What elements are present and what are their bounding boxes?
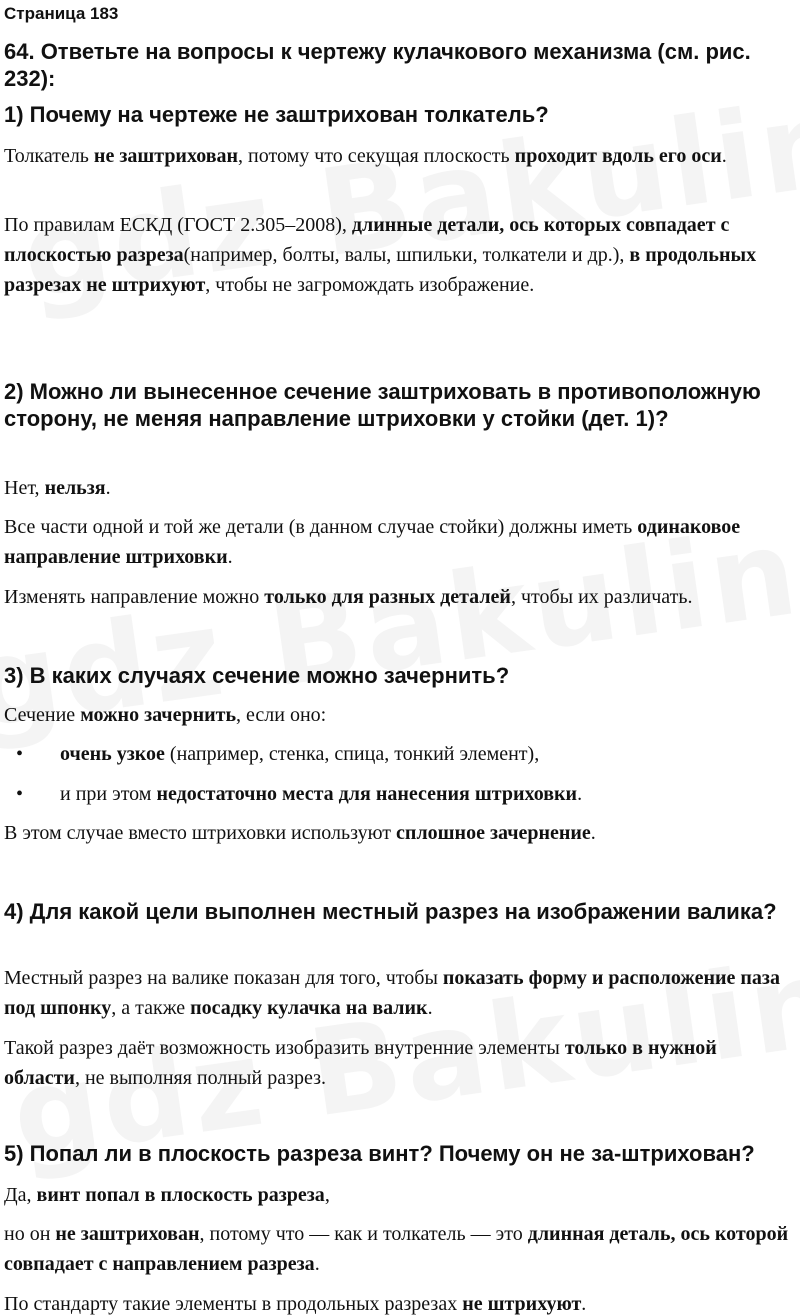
question-2: 2) Можно ли вынесенное сечение заштриховать в противоположную сторону, не меняя направление штриховки у стойки (дет. 1)?: [4, 379, 761, 431]
bullet-icon: •: [16, 783, 24, 805]
question-3: 3) В каких случаях сечение можно зачернить?: [4, 663, 510, 688]
answer-paragraph: В этом случае вместо штриховки используют сплошное зачернение.: [4, 822, 596, 844]
question-5: 5) Попал ли в плоскость разреза винт? Почему он не за-штрихован?: [4, 1141, 755, 1166]
answer-paragraph: По правилам ЕСКД (ГОСТ 2.305–2008), длинные детали, ось которых совпадает с плоскостью разреза(например, болты, валы, шпильки, толкатели и др.), в продольных разрезах не штрихуют, чтобы не загромождать изображение.: [4, 214, 757, 296]
question-4: 4) Для какой цели выполнен местный разрез на изображении валика?: [4, 899, 777, 924]
answer-paragraph: Изменять направление можно только для разных деталей, чтобы их различать.: [4, 586, 693, 608]
answer-paragraph: Все части одной и той же детали (в данном случае стойки) должны иметь одинаковое направление штриховки.: [4, 516, 741, 568]
answer-paragraph: но он не заштрихован, потому что — как и толкатель — это длинная деталь, ось которой совпадает с направлением разреза.: [4, 1223, 789, 1275]
answer-paragraph: Местный разрез на валике показан для того, чтобы показать форму и расположение паза под шпонку, а также посадку кулачка на валик.: [4, 967, 780, 1019]
bullet-icon: •: [16, 743, 24, 765]
answer-paragraph: Нет, нельзя.: [4, 477, 111, 499]
page: Страница 183 64. Ответьте на вопросы к чертежу кулачкового механизма (см. рис. 232): 1) Почему на чертеже не заштрихован толкатель? Толкатель не заштрихован, потому что секущая плоскость проходит вдоль его оси. По правилам ЕСКД (ГОСТ 2.305–2008), длинные детали, ось которых совпадает с плоскостью разреза(например, болты, валы, шпильки, толкатели и др.), в продольных разрезах не штрихуют, чтобы не загромождать изображение. 2) Можно ли вынесенное сечение заштриховать в противоположную сторону, не меняя направление штриховки у стойки (дет. 1)? Нет, нельзя. Все части одной и той же детали (в данном случае стойки) должны иметь одинаковое направление штриховки. Изменять направление можно только для разных деталей, чтобы их различать. 3) В каких случаях сечение можно зачернить? Сечение можно зачернить, если оно: • очень узкое (например, стенка, спица, тонкий элемент), • и при этом недостаточно места для нанесения штриховки. В этом случае вместо штриховки используют сплошное зачернение. 4) Для какой цели выполнен местный разрез на изображении валика? Местный разрез на валике показан для того, чтобы показать форму и расположение паза под шпонку, а также посадку кулачка на валик. Такой разрез даёт возможность изобразить внутренние элементы только в нужной области, не выполняя полный разрез. 5) Попал ли в плоскость разреза винт? Почему он не за-штрихован? Да, винт попал в плоскость разреза, но он не заштрихован, потому что — как и толкатель — это длинная деталь, ось которой совпадает с направлением разреза. По стандарту такие элементы в продольных разрезах не штрихуют.: [0, 0, 800, 1315]
page-label: Страница 183: [4, 4, 119, 23]
answer-paragraph: Такой разрез даёт возможность изобразить внутренние элементы только в нужной области, не выполняя полный разрез.: [4, 1037, 717, 1089]
answer-paragraph: Сечение можно зачернить, если оно:: [4, 704, 327, 726]
question-1: 1) Почему на чертеже не заштрихован толкатель?: [4, 102, 549, 127]
task-title: 64. Ответьте на вопросы к чертежу кулачкового механизма (см. рис. 232):: [4, 39, 751, 91]
answer-paragraph: Толкатель не заштрихован, потому что секущая плоскость проходит вдоль его оси.: [4, 145, 727, 167]
answer-paragraph: По стандарту такие элементы в продольных разрезах не штрихуют.: [4, 1293, 587, 1315]
answer-paragraph: Да, винт попал в плоскость разреза,: [4, 1184, 330, 1206]
